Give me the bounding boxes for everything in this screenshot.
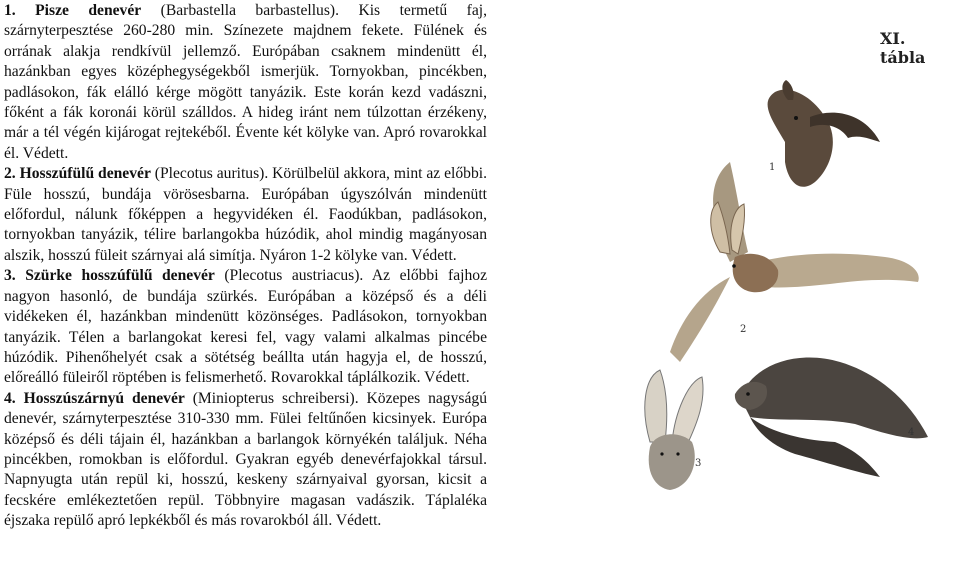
bat-illustration-2	[670, 162, 919, 362]
bat-illustration-3	[645, 370, 703, 490]
species-description: (Barbastella barbastellus). Kis termetű faj, szárnyterpesztése 260-280 min. Színezete majdnem fekete. Fülének és orrának alakja rendkívül jellemző. Európában csaknem mindenütt él, hazánkban egyes középhegységekből ismerjük. Tornyokban, pincékben, padlásokon, fák elálló kérge mögött tanyázik. Este korán kezd vadászni, főként a fák koronái körül szálldos. A hideg iránt nem túlzottan érzékeny, már a tél végén kijárogat rejtekéből. Évente két kölyke van. Apró rovarokkal él. Védett.	[4, 2, 487, 162]
figure-number-3: 3	[695, 458, 702, 469]
species-description: (Plecotus austriacus). Az előbbi fajhoz nagyon hasonló, de bundája szürkés. Európában a középső és a déli vidékeken él, hazánkban mindenütt közönséges. Padlásokon, tornyokban tanyázik. Télen a barlangokat keresi fel, vagy valami alkalmas pincébe húzódik. Pihenőhelyét csak a sötétség beállta után hagyja el, de hosszú, előreálló füleiről röptében is felismerhető. Rovarokkal táplálkozik. Védett.	[4, 267, 487, 387]
species-name: Szürke hosszúfülű denevér	[25, 267, 215, 285]
species-name: Hosszúfülű denevér	[19, 165, 151, 183]
species-entry-3	[4, 266, 487, 388]
entry-number: 3.	[4, 267, 16, 285]
species-name: Hosszúszárnyú denevér	[23, 389, 185, 407]
species-entry-4	[4, 389, 487, 532]
bat-illustration-1	[768, 80, 880, 187]
species-description: (Miniopterus schreibersi). Közepes nagyságú denevér, szárnyterpesztése 310-330 mm. Fülei feltűnően kicsinyek. Európa középső és déli tájain él, hazánkban a barlangok környékén találjuk. Néha pincékben, romokban is előfordul. Gyakran egyéb denevérfajokkal társul. Napnyugta után repül ki, hosszú, keskeny szárnyaival gyorsan, kicsit a fecskére emlékeztetően repül. Többnyire magasan vadászik. Táplaléka éjszaka repülő apró lepkékből és más rovarokból áll. Védett.	[4, 389, 487, 530]
entry-number: 2.	[4, 165, 16, 183]
figure-number-2: 2	[740, 324, 747, 335]
figure-number-1: 1	[769, 162, 776, 173]
bat-illustrations	[610, 22, 950, 492]
plate-title: XI. tábla	[880, 29, 926, 67]
species-entry-1	[4, 1, 487, 164]
entry-number: 4.	[4, 389, 16, 407]
bat-illustration-4	[735, 357, 928, 477]
species-entry-2	[4, 164, 487, 266]
illustration-plate	[610, 22, 950, 492]
entry-number: 1.	[4, 2, 16, 19]
article-text	[4, 1, 487, 532]
figure-number-4: 4	[908, 427, 915, 438]
species-description: (Plecotus auritus). Körülbelül akkora, mint az előbbi. Füle hosszú, bundája vörösesbarna. Európában úgyszólván mindenütt előfordul, nálunk főképpen a hegyvidéken él. Faodúkban, padlásokon, tornyokban tanyázik, télire barlangokba húzódik, ahol mindig magányosan alszik, hosszú füleit szárnyai alá simítja. Nyáron 1-2 kölyke van. Védett.	[4, 165, 487, 264]
species-name: Pisze denevér	[35, 2, 142, 19]
